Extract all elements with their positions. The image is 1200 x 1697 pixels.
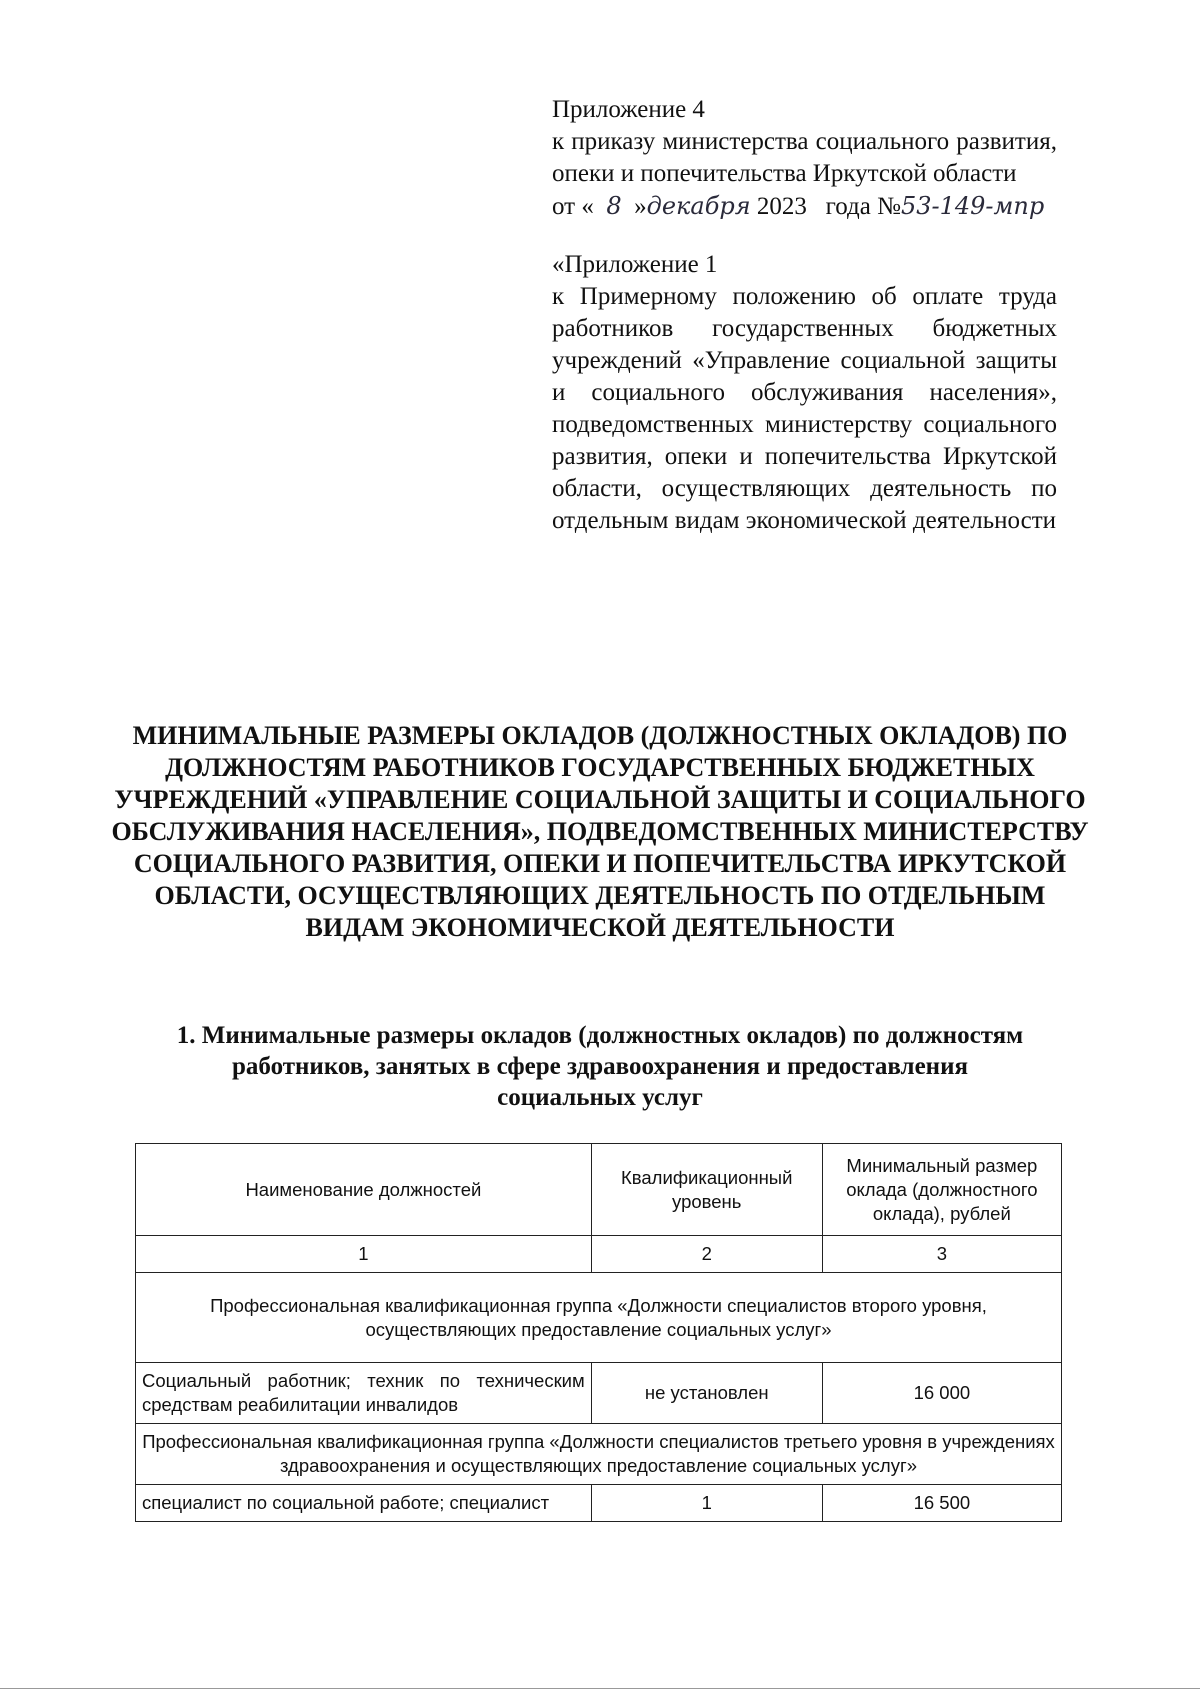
number-handwritten: 53-149-мпр [900, 192, 1045, 220]
column-number: 1 [136, 1236, 592, 1273]
date-prefix: от « [552, 193, 594, 220]
position-name: специалист по социальной работе; специалист [136, 1485, 592, 1522]
group-heading: Профессиональная квалификационная группа «Должности специалистов второго уровня, осуществляющих предоставление социальных услуг» [136, 1273, 1062, 1363]
table-group-row [136, 1273, 1062, 1363]
date-month-handwritten: декабря [646, 192, 751, 220]
section-title: 1. Минимальные размеры окладов (должностных окладов) по должностям работников, занятых в сфере здравоохранения и предоставления социальных услуг [176, 1022, 1024, 1111]
date-goda: года [825, 193, 871, 220]
group-heading: Профессиональная квалификационная группа «Должности специалистов третьего уровня в учреждениях здравоохранения и осуществляющих предоставление социальных услуг» [136, 1424, 1062, 1485]
table-group-row [136, 1424, 1062, 1485]
header-qualification-level: Квалификационный уровень [591, 1144, 822, 1236]
position-name: Социальный работник; техник по техническим средствам реабилитации инвалидов [136, 1363, 592, 1424]
table-row [136, 1363, 1062, 1424]
qualification-level: 1 [591, 1485, 822, 1522]
number-prefix: № [877, 193, 901, 220]
main-title: МИНИМАЛЬНЫЕ РАЗМЕРЫ ОКЛАДОВ (ДОЛЖНОСТНЫХ ОКЛАДОВ) ПО ДОЛЖНОСТЯМ РАБОТНИКОВ ГОСУДАРСТВЕННЫХ БЮДЖЕТНЫХ УЧРЕЖДЕНИЙ «УПРАВЛЕНИЕ СОЦИАЛЬНОЙ ЗАЩИТЫ И СОЦИАЛЬНОГО ОБСЛУЖИВАНИЯ НАСЕЛЕНИЯ», ПОДВЕДОМСТВЕННЫХ МИНИСТЕРСТВУ СОЦИАЛЬНОГО РАЗВИТИЯ, ОПЕКИ И ПОПЕЧИТЕЛЬСТВА ИРКУТСКОЙ ОБЛАСТИ, ОСУЩЕСТВЛЯЮЩИХ ДЕЯТЕЛЬНОСТЬ ПО ОТДЕЛЬНЫМ ВИДАМ ЭКОНОМИЧЕСКОЙ ДЕЯТЕЛЬНОСТИ [111, 721, 1089, 942]
appendix-date-line [552, 190, 1057, 223]
min-salary: 16 500 [822, 1485, 1061, 1522]
date-mid: » [634, 193, 647, 220]
table-header-row [136, 1144, 1062, 1236]
column-number: 3 [822, 1236, 1061, 1273]
date-year: 2023 [756, 193, 807, 220]
salary-table [135, 1143, 1062, 1522]
qualification-level: не установлен [591, 1363, 822, 1424]
date-day-handwritten: 8 [606, 192, 622, 220]
appendix-title: Приложение 4 [552, 96, 705, 123]
header-min-salary: Минимальный размер оклада (должностного оклада), рублей [822, 1144, 1061, 1236]
header-position-name: Наименование должностей [136, 1144, 592, 1236]
appendix-body: к приказу министерства социального развития, опеки и попечительства Иркутской области [552, 128, 1057, 187]
inner-appendix-title: «Приложение 1 [552, 251, 718, 278]
page-bottom-edge [0, 1688, 1200, 1689]
spacer [552, 223, 1057, 249]
table-number-row [136, 1236, 1062, 1273]
min-salary: 16 000 [822, 1363, 1061, 1424]
table-row [136, 1485, 1062, 1522]
column-number: 2 [591, 1236, 822, 1273]
appendix-block [552, 94, 1057, 537]
inner-appendix-body: к Примерному положению об оплате труда работников государственных бюджетных учреждений «Управление социальной защиты и социального обслуживания населения», подведомственных министерству социального развития, опеки и попечительства Иркутской области, осуществляющих деятельность по отдельным видам экономической деятельности [552, 283, 1057, 534]
